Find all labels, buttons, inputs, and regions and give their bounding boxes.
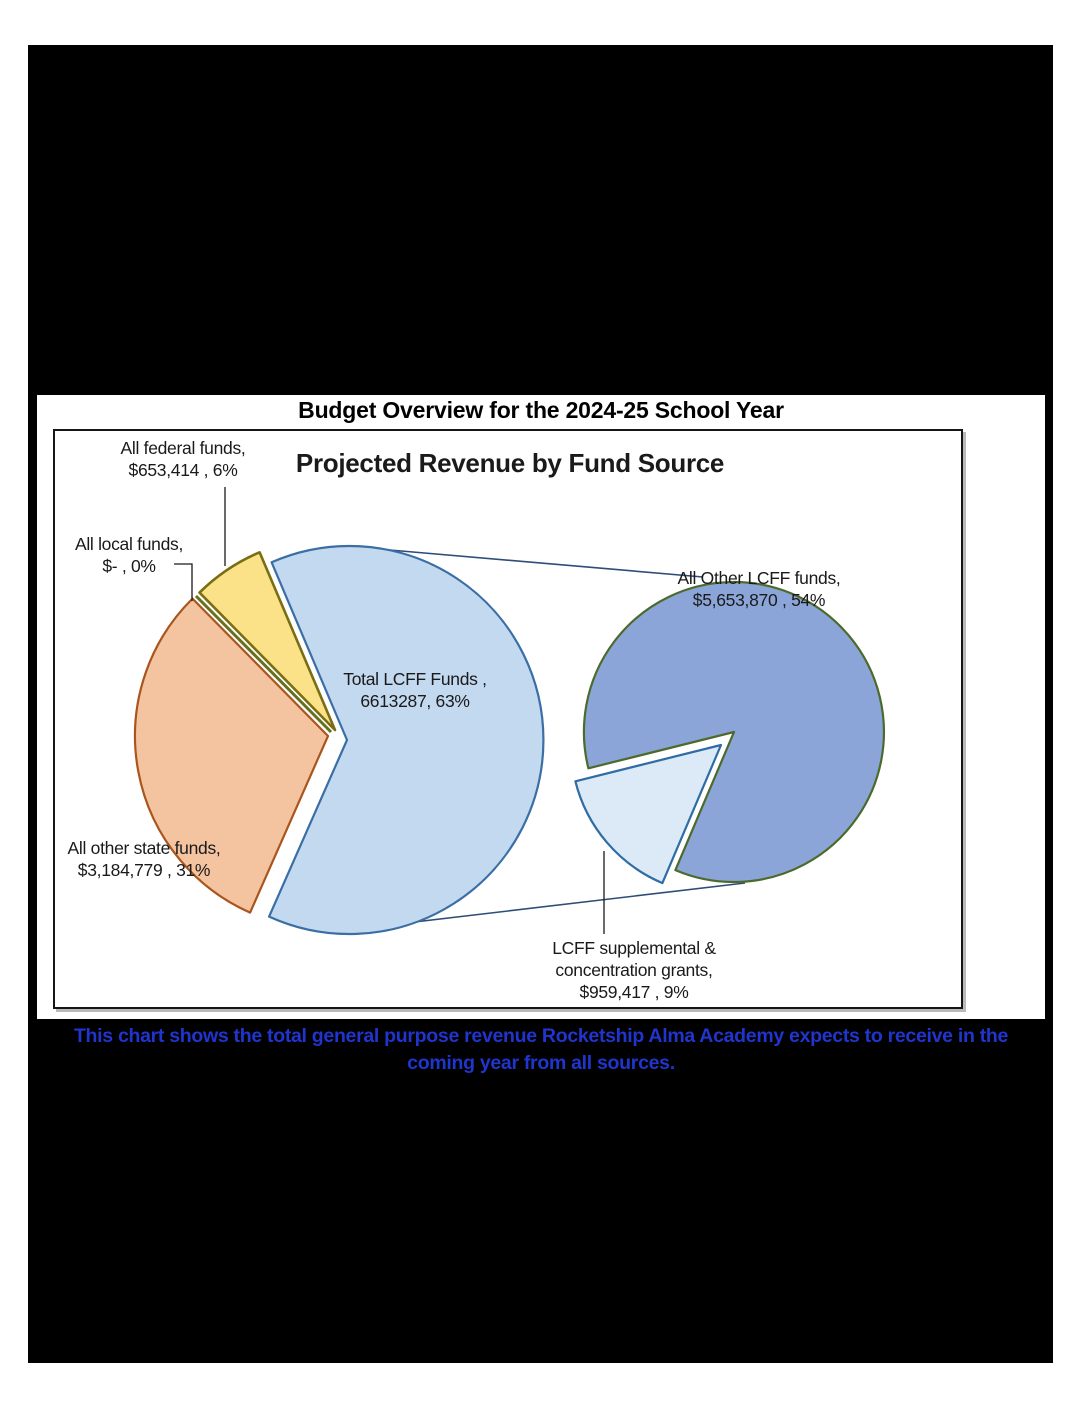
caption-line-2: coming year from all sources. <box>407 1052 675 1074</box>
label-line: $653,414 , 6% <box>128 460 238 480</box>
label-all-other-lcff-funds <box>678 567 841 611</box>
label-line: LCFF supplemental & <box>552 938 716 958</box>
caption-line-1: This chart shows the total general purpose revenue Rocketship Alma Academy expects to receive in the <box>73 1025 1009 1047</box>
label-line: All other state funds, <box>67 838 221 858</box>
label-lcff-supplemental-grants <box>552 937 716 1003</box>
label-total-lcff-funds <box>343 668 486 712</box>
label-line: All local funds, <box>74 534 184 554</box>
label-line: concentration grants, <box>555 960 713 980</box>
label-line: $3,184,779 , 31% <box>77 860 211 880</box>
chart-frame <box>53 429 963 1009</box>
chart-caption <box>37 1023 1045 1077</box>
label-all-other-state-funds <box>68 837 221 881</box>
label-line: $5,653,870 , 54% <box>692 590 826 610</box>
page-title: Budget Overview for the 2024-25 School Year <box>298 397 784 423</box>
label-line: $- , 0% <box>102 556 156 576</box>
chart-title: Projected Revenue by Fund Source <box>295 448 725 478</box>
budget-overview-panel <box>37 395 1045 1019</box>
label-line: 6613287, 63% <box>360 691 470 711</box>
label-line: All federal funds, <box>120 438 246 458</box>
label-line: Total LCFF Funds , <box>343 669 487 689</box>
label-all-local-funds <box>75 533 183 577</box>
pie-of-pie-chart <box>55 431 961 1007</box>
label-all-federal-funds <box>121 437 246 481</box>
label-line: All Other LCFF funds, <box>677 568 841 588</box>
label-line: $959,417 , 9% <box>579 982 689 1002</box>
